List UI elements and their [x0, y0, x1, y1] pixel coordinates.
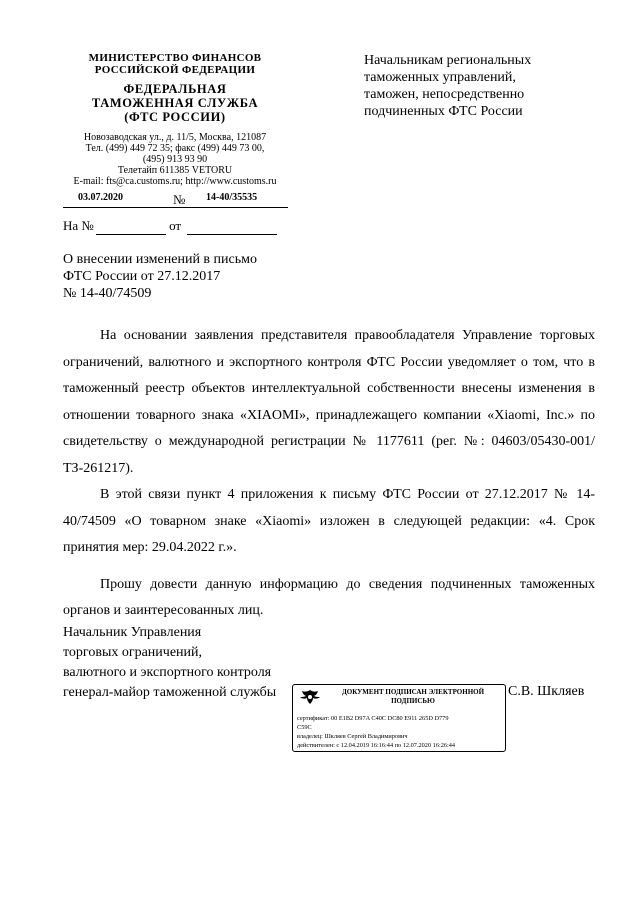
reference-from-label: от	[169, 218, 182, 233]
service-name: ФЕДЕРАЛЬНАЯ ТАМОЖЕННАЯ СЛУЖБА (ФТС РОССИИ)	[91, 82, 259, 124]
stamp-header: ДОКУМЕНТ ПОДПИСАН ЭЛЕКТРОННОЙ ПОДПИСЬЮ	[341, 688, 485, 705]
reference-label: На №	[63, 218, 94, 233]
reference-number-blank	[96, 218, 166, 235]
stamp-details	[297, 714, 501, 750]
certificate-line-cont: C59C	[297, 724, 312, 731]
body-paragraph: На основании заявления представителя правообладателя Управление торговых ограничений, валютного и экспортного контроля ФТС России уведомляет о том, что в таможенный реестр объектов интеллектуальной собственности внесены изменения в отношении товарного знака «XIAOMI», принадлежащего компании «Xiaomi, Inc.» по свидетельству о международной регистрации № 1177611 (рег. №: 04603/05430-001/ТЗ-261217).	[63, 328, 595, 476]
service-address: Новозаводская ул., д. 11/5, Москва, 121087 Тел. (499) 449 72 35; факс (499) 449 73 00, (495) 913 93 90 Телетайп 611385 VETORU E-mail: fts@ca.customs.ru; http://www.customs.ru	[73, 132, 277, 187]
signatory-name: С.В. Шкляев	[508, 684, 585, 699]
letter-body	[63, 323, 595, 625]
electronic-signature-stamp	[292, 684, 506, 752]
certificate-line: сертификат: 00 E1B2 D97A C40C DC80 E911 265D D779	[297, 715, 449, 722]
reference-row	[63, 218, 293, 235]
number-sign: №	[173, 192, 186, 207]
letter-date: 03.07.2020	[78, 192, 123, 203]
reference-date-blank	[187, 218, 277, 235]
signatory-position: Начальник Управления торговых ограничений, валютного и экспортного контроля генерал-майор таможенной службы	[63, 625, 277, 700]
emblem-icon	[297, 688, 323, 706]
body-paragraph: Прошу довести данную информацию до сведения подчиненных таможенных органов и заинтересованных лиц.	[63, 576, 595, 618]
registration-underline	[63, 207, 288, 208]
letterhead	[55, 52, 295, 187]
letter-number: 14-40/35535	[206, 192, 258, 203]
addressee: Начальникам региональных таможенных управлений, таможен, непосредственно подчиненных ФТС России	[364, 53, 532, 119]
validity-line: действителен: с 12.04.2019 16:16:44 по 12.07.2020 16:26:44	[297, 742, 456, 749]
body-paragraph: В этой связи пункт 4 приложения к письму ФТС России от 27.12.2017 № 14-40/74509 «О товарном знаке «Xiaomi» изложен в следующей редакции: «4. Срок принятия мер: 29.04.2022 г.».	[63, 487, 595, 555]
ministry-name: МИНИСТЕРСТВО ФИНАНСОВ РОССИЙСКОЙ ФЕДЕРАЦИИ	[88, 52, 262, 76]
owner-line: владелец: Шкляев Сергей Владимирович	[297, 733, 408, 740]
letter-subject: О внесении изменений в письмо ФТС России от 27.12.2017 № 14-40/74509	[63, 252, 257, 301]
